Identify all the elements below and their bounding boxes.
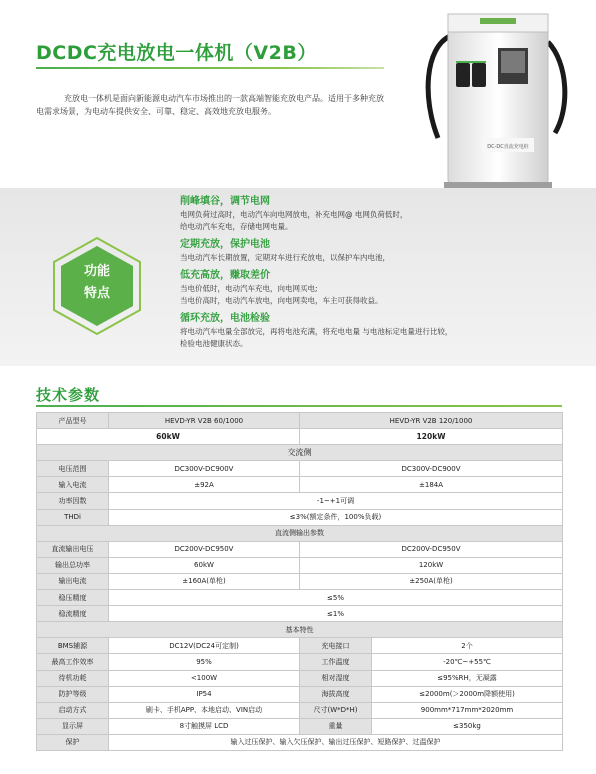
cell-label: 输出总功率: [37, 557, 109, 573]
feature-desc: 给电动汽车充电，存储电网电量。: [180, 222, 293, 231]
cell-value: ±92A: [109, 477, 300, 493]
model-a: HEVD-YR V2B 60/1000: [109, 413, 300, 429]
cell-value: 2个: [372, 638, 563, 654]
feature-desc: 当电动汽车长期放置，定期对车进行充放电，以保护车内电池，: [180, 253, 390, 262]
feature-desc: 当电价高时，电动汽车放电，向电网卖电，车主可获得收益。: [180, 296, 383, 305]
badge-line-2: 特点: [83, 286, 110, 301]
table-row: [37, 557, 563, 573]
table-row: [37, 413, 563, 429]
feature-title: 低充高放，赚取差价: [180, 270, 270, 281]
table-row: [37, 573, 563, 589]
cell-label: 输出电流: [37, 573, 109, 589]
table-row: [37, 638, 563, 654]
feature-desc: 将电动汽车电量全部放完，再将电池充满，将充电电量 与电池标定电量进行比较，: [180, 327, 453, 336]
cell-value: <100W: [109, 670, 300, 686]
table-row: [37, 718, 563, 734]
table-row: [37, 734, 563, 750]
feature-desc: 电网负荷过高时，电动汽车向电网放电，补充电网@ 电网负荷低时，: [180, 210, 408, 219]
table-row: [37, 461, 563, 477]
spec-table: [36, 412, 563, 751]
cell-value: 900mm*717mm*2020mm: [372, 702, 563, 718]
table-row: [37, 670, 563, 686]
model-label: 产品型号: [37, 413, 109, 429]
cell-value: DC200V-DC950V: [300, 541, 563, 557]
cell-label: 启动方式: [37, 702, 109, 718]
section-row: [37, 622, 563, 638]
cell-value: 8寸触摸屏 LCD: [109, 718, 300, 734]
cell-value: DC300V-DC900V: [109, 461, 300, 477]
cell-label: 输入电流: [37, 477, 109, 493]
feature-list: [180, 195, 580, 355]
cell-value: 输入过压保护、输入欠压保护、输出过压保护、短路保护、过温保护: [109, 734, 563, 750]
section-row: [37, 525, 563, 541]
feature-item: [180, 238, 580, 264]
cell-value: 95%: [109, 654, 300, 670]
cell-value: ≤2000m(＞2000m降额使用): [372, 686, 563, 702]
feature-desc: 检验电池健康状态。: [180, 339, 248, 348]
cell-label: 直流输出电压: [37, 541, 109, 557]
charger-product-image: [420, 8, 570, 198]
intro-paragraph: 充放电一体机是面向新能源电动汽车市场推出的一款高端智能充放电产品。适用于多种充放电需求场景，为电动车提供安全、可靠、稳定、高效地充放电服务。: [36, 94, 384, 116]
table-row: [37, 702, 563, 718]
cell-label: 稳压精度: [37, 590, 109, 606]
feature-item: [180, 312, 580, 350]
feature-badge: [52, 236, 142, 336]
section-ac: 交流侧: [37, 445, 563, 461]
feature-title: 削峰填谷，调节电网: [180, 196, 270, 207]
tech-title: 技术参数: [36, 386, 101, 404]
cell-value: -1~+1可调: [109, 493, 563, 509]
cell-label: 显示屏: [37, 718, 109, 734]
model-b: HEVD-YR V2B 120/1000: [300, 413, 563, 429]
cell-label: 尺寸(W*D*H): [300, 702, 372, 718]
cell-label: 防护等级: [37, 686, 109, 702]
power-a: 60kW: [37, 429, 300, 445]
cell-value: -20℃~+55℃: [372, 654, 563, 670]
cell-label: 稳流精度: [37, 606, 109, 622]
table-row: [37, 493, 563, 509]
cell-value: ±250A(单枪): [300, 573, 563, 589]
cell-value: ≤95%RH，无凝露: [372, 670, 563, 686]
charger-panel-label: DC-DC直流充电桩: [487, 144, 529, 150]
feature-desc: 当电价低时，电动汽车充电，向电网买电;: [180, 284, 318, 293]
cell-label: 保护: [37, 734, 109, 750]
table-row: [37, 590, 563, 606]
table-row: [37, 509, 563, 525]
feature-title: 定期充放，保护电池: [180, 239, 270, 250]
table-row: [37, 654, 563, 670]
cell-label: 功率因数: [37, 493, 109, 509]
page-title: DCDC充电放电一体机（V2B）: [36, 42, 317, 64]
cell-label: BMS辅源: [37, 638, 109, 654]
cell-label: 待机功耗: [37, 670, 109, 686]
feature-title: 循环充放，电池检验: [180, 313, 270, 324]
cell-value: DC12V(DC24可定制): [109, 638, 300, 654]
cell-value: 刷卡、手机APP、本地启动、VIN启动: [109, 702, 300, 718]
cell-label: 海拔高度: [300, 686, 372, 702]
cell-value: ≤3%(额定条件，100%负载): [109, 509, 563, 525]
table-row: [37, 429, 563, 445]
cell-value: DC300V-DC900V: [300, 461, 563, 477]
table-row: [37, 686, 563, 702]
cell-value: ±184A: [300, 477, 563, 493]
cell-label: 工作温度: [300, 654, 372, 670]
table-row: [37, 606, 563, 622]
feature-item: [180, 269, 580, 307]
cell-value: DC200V-DC950V: [109, 541, 300, 557]
cell-value: ≤350kg: [372, 718, 563, 734]
section-dc: 直流侧输出参数: [37, 525, 563, 541]
cell-label: 充电接口: [300, 638, 372, 654]
feature-item: [180, 195, 580, 233]
table-row: [37, 477, 563, 493]
table-row: [37, 541, 563, 557]
cell-value: IP54: [109, 686, 300, 702]
cell-value: ≤1%: [109, 606, 563, 622]
section-row: [37, 445, 563, 461]
cell-value: ≤5%: [109, 590, 563, 606]
badge-line-1: 功能: [83, 264, 110, 279]
power-b: 120kW: [300, 429, 563, 445]
cell-label: 电压范围: [37, 461, 109, 477]
cell-label: THDi: [37, 509, 109, 525]
cell-value: 120kW: [300, 557, 563, 573]
title-underline: [36, 67, 384, 69]
cell-value: 60kW: [109, 557, 300, 573]
tech-underline: [36, 405, 562, 407]
cell-label: 相对湿度: [300, 670, 372, 686]
section-basic: 基本特性: [37, 622, 563, 638]
cell-label: 重量: [300, 718, 372, 734]
cell-value: ±160A(单枪): [109, 573, 300, 589]
cell-label: 最高工作效率: [37, 654, 109, 670]
